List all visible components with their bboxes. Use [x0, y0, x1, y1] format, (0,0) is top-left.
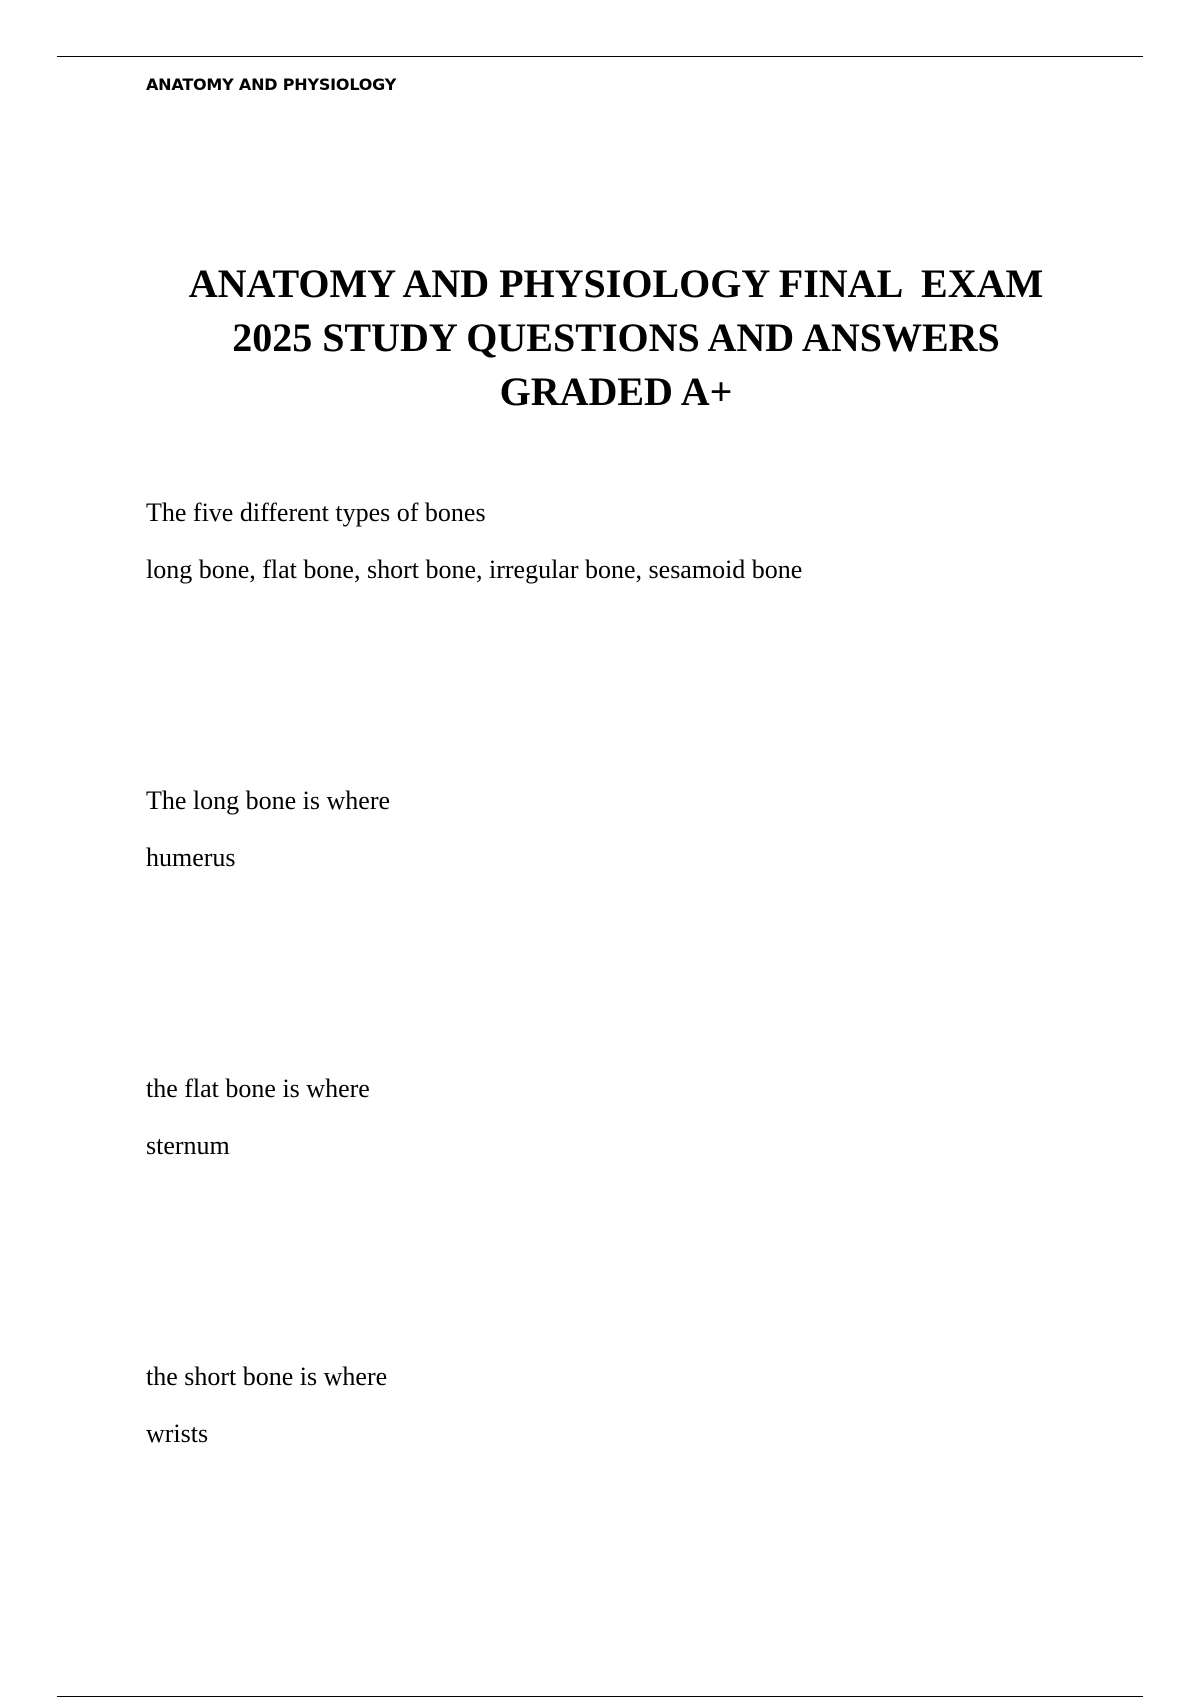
qa-item — [146, 498, 802, 585]
answer-text: long bone, flat bone, short bone, irregular bone, sesamoid bone — [146, 555, 803, 584]
question-text: The long bone is where — [146, 786, 391, 815]
footer-divider — [57, 1696, 1143, 1697]
question-text: the short bone is where — [146, 1362, 388, 1391]
document-title — [120, 257, 1112, 419]
document-title-line: GRADED A+ — [499, 369, 733, 414]
qa-item — [146, 786, 390, 873]
question-text: the flat bone is where — [146, 1074, 370, 1103]
document-title-line: ANATOMY AND PHYSIOLOGY FINAL EXAM — [188, 261, 1044, 306]
qa-item — [146, 1362, 387, 1449]
document-title-line: 2025 STUDY QUESTIONS AND ANSWERS — [232, 315, 1000, 360]
answer-text: wrists — [146, 1419, 209, 1448]
answer-text: humerus — [146, 843, 236, 872]
question-text: The five different types of bones — [146, 498, 486, 527]
qa-item — [146, 1074, 370, 1161]
header-divider — [57, 56, 1143, 57]
running-header: ANATOMY AND PHYSIOLOGY — [146, 75, 397, 94]
answer-text: sternum — [146, 1131, 230, 1160]
